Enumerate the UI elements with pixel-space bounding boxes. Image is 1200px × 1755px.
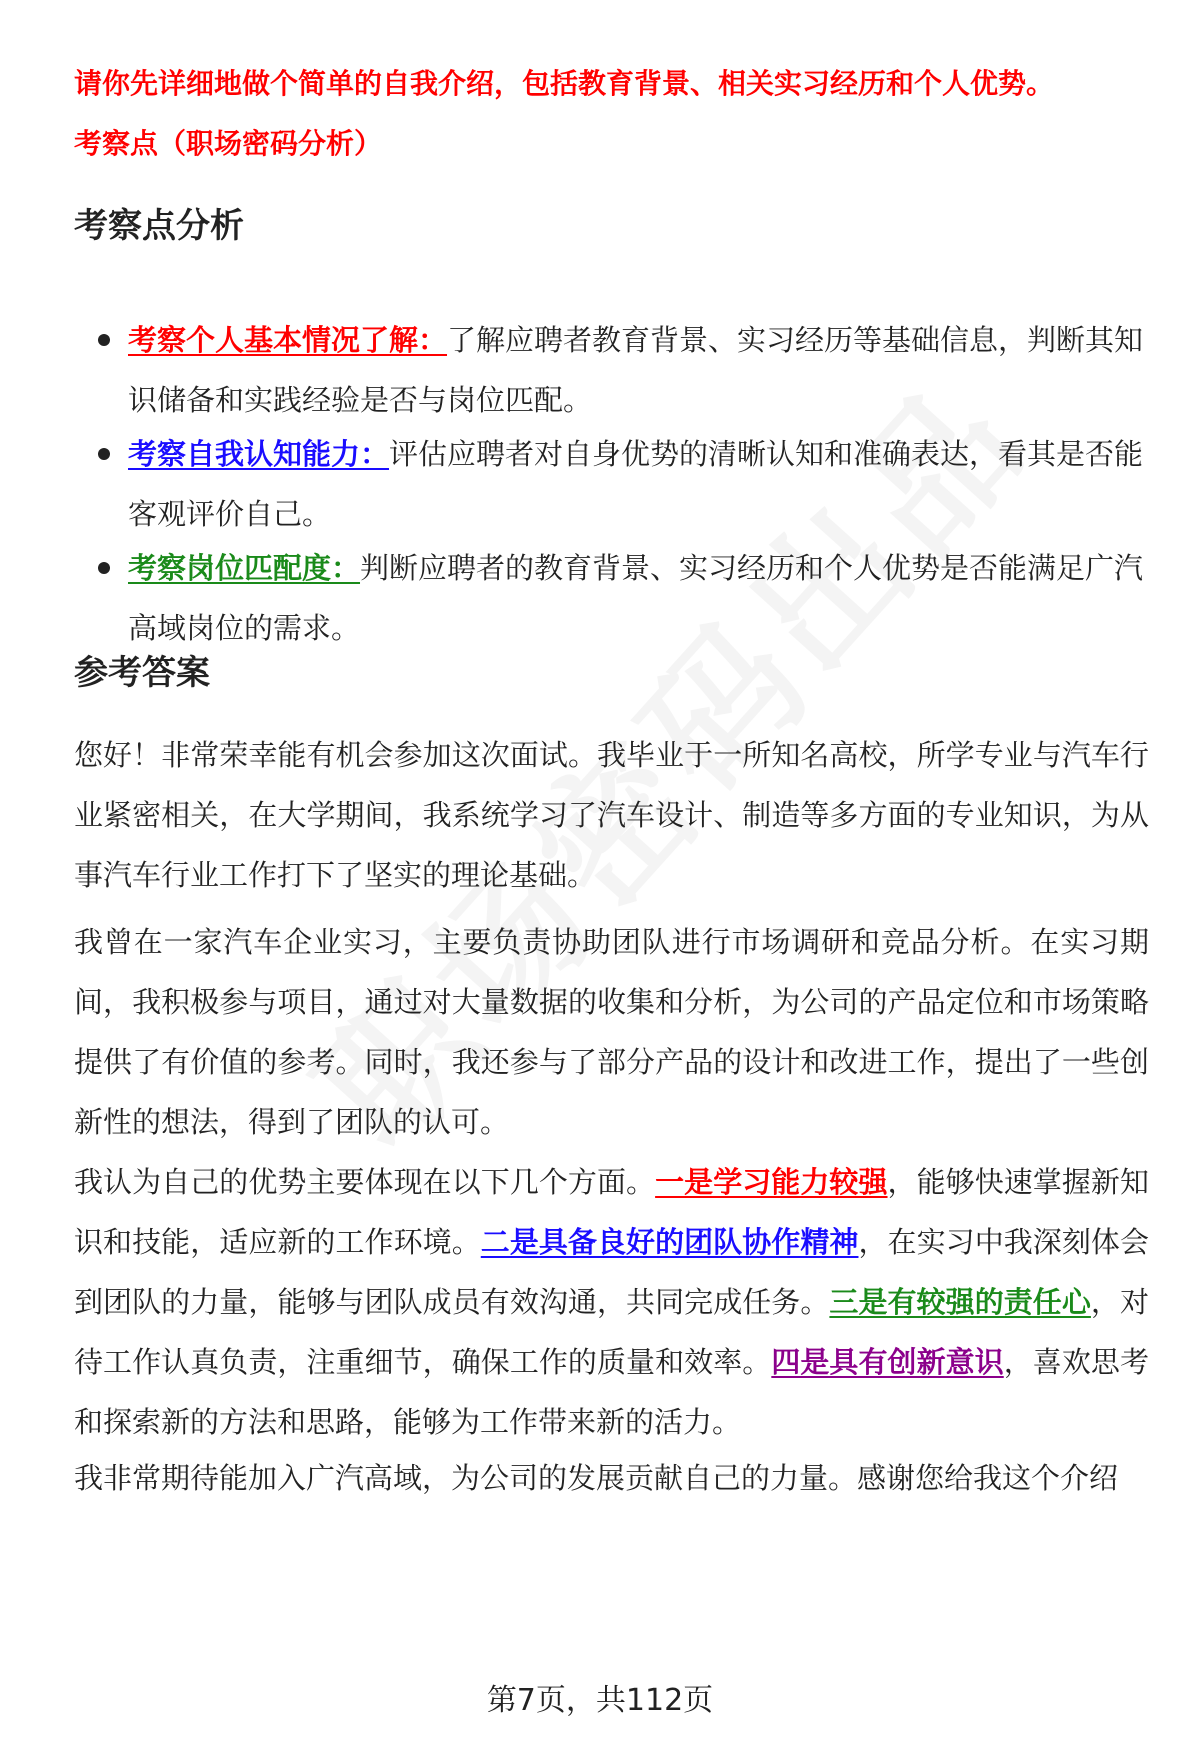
analysis-item-text: 了解应聘者教育背景、实习经历等基础信息，判断其知识储备和实践经验是否与岗位匹配。	[128, 323, 1144, 417]
analysis-list	[74, 310, 1149, 658]
analysis-item-text: 判断应聘者的教育背景、实习经历和个人优势是否能满足广汽高域岗位的需求。	[128, 551, 1144, 645]
question-title: 请你先详细地做个简单的自我介绍，包括教育背景、相关实习经历和个人优势。	[74, 67, 1055, 100]
answer-paragraph-4: 我非常期待能加入广汽高域，为公司的发展贡献自己的力量。感谢您给我这个介绍	[74, 1461, 1119, 1495]
strength-2-text: ，在实习中我深刻体会到团队的力量，能够与团队成员有效沟通，共同完成任务。	[74, 1225, 1149, 1319]
analysis-item	[74, 424, 1149, 544]
analysis-item-text: 评估应聘者对自身优势的清晰认知和准确表达，看其是否能客观评价自己。	[128, 437, 1144, 531]
answer-heading: 参考答案	[74, 653, 210, 693]
answer-paragraph-2: 我曾在一家汽车企业实习，主要负责协助团队进行市场调研和竞品分析。在实习期间，我积极参与项目，通过对大量数据的收集和分析，为公司的产品定位和市场策略提供了有价值的参考。同时，我还参与了部分产品的设计和改进工作，提出了一些创新性的想法，得到了团队的认可。	[74, 925, 1149, 1139]
strength-2: 二是具备良好的团队协作精神	[480, 1225, 859, 1259]
strength-4-text: ，喜欢思考和探索新的方法和思路，能够为工作带来新的活力。	[74, 1345, 1149, 1439]
strength-1: 一是学习能力较强	[655, 1165, 888, 1199]
analysis-item-label: 考察自我认知能力：	[128, 437, 390, 471]
page-footer: 第7页，共112页	[486, 1683, 714, 1718]
bullet-icon	[98, 448, 110, 460]
answer-paragraph-1: 您好！非常荣幸能有机会参加这次面试。我毕业于一所知名高校，所学专业与汽车行业紧密相关，在大学期间，我系统学习了汽车设计、制造等多方面的专业知识，为从事汽车行业工作打下了坚实的理论基础。	[74, 738, 1149, 892]
analysis-heading: 考察点分析	[74, 206, 244, 246]
bullet-icon	[98, 334, 110, 346]
analysis-item-label: 考察个人基本情况了解：	[128, 323, 448, 357]
bullet-icon	[98, 562, 110, 574]
strength-3-text: ，对待工作认真负责，注重细节，确保工作的质量和效率。	[74, 1285, 1149, 1379]
analysis-item	[74, 538, 1149, 658]
analysis-item	[74, 310, 1149, 430]
strength-4: 四是具有创新意识	[771, 1345, 1004, 1379]
subtitle: 考察点（职场密码分析）	[74, 127, 383, 160]
strengths-intro: 我认为自己的优势主要体现在以下几个方面。	[74, 1165, 656, 1199]
answer-paragraph-3	[74, 1152, 1149, 1452]
analysis-item-label: 考察岗位匹配度：	[128, 551, 361, 585]
strength-3: 三是有较强的责任心	[829, 1285, 1091, 1319]
strength-1-text: ，能够快速掌握新知识和技能，适应新的工作环境。	[74, 1165, 1149, 1259]
